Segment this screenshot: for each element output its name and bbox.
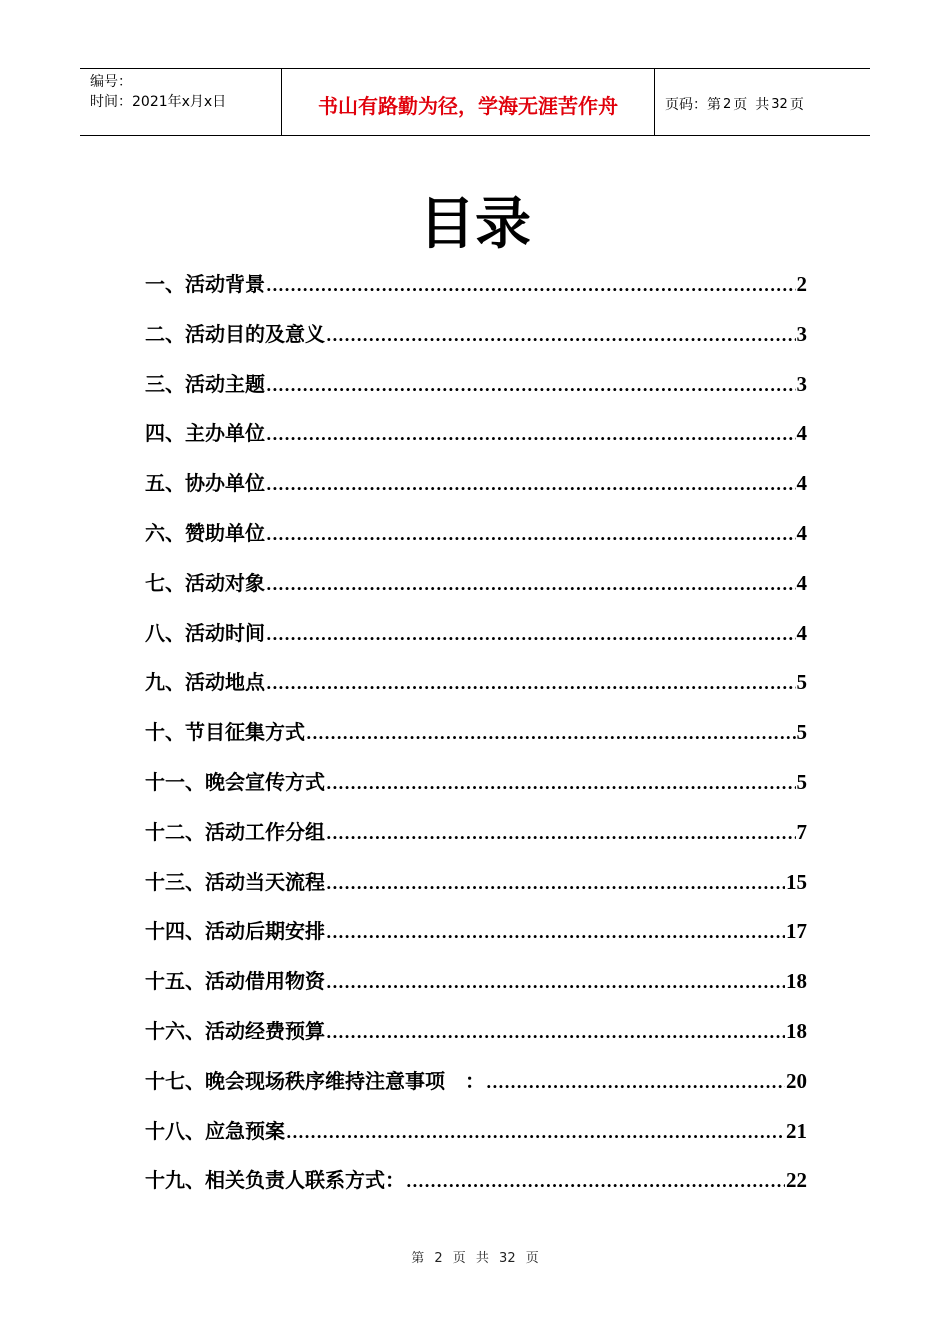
toc-entry-page: 3 [796, 321, 807, 346]
toc-leader-dots [266, 525, 796, 544]
header-meta [80, 69, 282, 135]
toc-entry-label: 十八、应急预案 [145, 1118, 285, 1143]
toc-entry[interactable] [145, 1115, 807, 1165]
page-total: 32 [771, 96, 788, 112]
toc-entry-page: 21 [786, 1118, 807, 1143]
page-label-prefix: 页码：第 [665, 97, 721, 113]
toc-leader-dots [266, 575, 796, 594]
toc-entry-page: 22 [786, 1168, 807, 1193]
page-label-mid: 页 [733, 97, 748, 113]
table-of-contents [145, 268, 807, 1214]
toc-entry[interactable] [145, 1015, 807, 1065]
toc-entry-label: 五、协办单位 [145, 471, 265, 496]
toc-entry[interactable] [145, 1065, 807, 1115]
toc-entry-page: 2 [796, 272, 807, 296]
toc-entry-page: 4 [796, 421, 807, 446]
toc-entry-label: 十三、活动当天流程 [145, 869, 325, 894]
toc-leader-dots [326, 326, 796, 345]
toc-entry-page: 20 [786, 1068, 807, 1093]
toc-entry[interactable] [145, 1164, 807, 1214]
document-date: 时间：2021年x月x日 [90, 94, 227, 110]
toc-entry-label: 八、活动时间 [145, 620, 265, 645]
toc-entry-page: 4 [796, 570, 807, 595]
toc-leader-dots [326, 774, 796, 793]
toc-entry-label: 十二、活动工作分组 [145, 819, 325, 844]
toc-entry-label: 七、活动对象 [145, 570, 265, 595]
toc-leader-dots [326, 824, 796, 843]
toc-entry-label: 十六、活动经费预算 [145, 1018, 325, 1043]
toc-entry-label: 二、活动目的及意义 [145, 321, 325, 346]
page-header [80, 68, 870, 136]
toc-entry[interactable] [145, 666, 807, 716]
toc-entry[interactable] [145, 368, 807, 418]
toc-entry-label: 十、节目征集方式 [145, 720, 305, 745]
toc-leader-dots [326, 973, 785, 992]
toc-leader-dots [486, 1073, 785, 1092]
toc-entry[interactable] [145, 567, 807, 617]
toc-entry-label: 六、赞助单位 [145, 520, 265, 545]
page-current: 2 [723, 96, 732, 112]
toc-entry[interactable] [145, 766, 807, 816]
toc-entry[interactable] [145, 965, 807, 1015]
toc-leader-dots [266, 276, 796, 295]
toc-entry-page: 15 [786, 869, 807, 894]
toc-entry[interactable] [145, 268, 807, 318]
toc-entry[interactable] [145, 716, 807, 766]
toc-entry-page: 4 [796, 471, 807, 496]
toc-leader-dots [266, 425, 796, 444]
toc-entry-page: 3 [796, 371, 807, 396]
toc-entry-page: 7 [796, 819, 807, 844]
toc-entry-page: 18 [786, 969, 807, 994]
toc-entry-page: 5 [796, 670, 807, 695]
toc-entry-label: 九、活动地点 [145, 670, 265, 695]
header-page-info [655, 69, 870, 135]
toc-leader-dots [326, 1023, 785, 1042]
page-total-prefix: 共 [755, 97, 770, 113]
toc-entry[interactable] [145, 816, 807, 866]
toc-entry-page: 4 [796, 520, 807, 545]
page-title: 目录 [419, 192, 531, 257]
toc-entry-label: 十一、晚会宣传方式 [145, 769, 325, 794]
toc-entry-label: 一、活动背景 [145, 272, 265, 296]
toc-leader-dots [266, 475, 796, 494]
toc-leader-dots [326, 874, 785, 893]
toc-leader-dots [406, 1172, 785, 1191]
toc-entry-label: 十五、活动借用物资 [145, 969, 325, 994]
document-number-label: 编号： [90, 74, 132, 90]
toc-entry-label: 十四、活动后期安排 [145, 919, 325, 944]
header-motto: 书山有路勤为径，学海无涯苦作舟 [282, 69, 655, 135]
toc-leader-dots [306, 724, 796, 743]
toc-leader-dots [286, 1123, 785, 1142]
toc-entry-page: 4 [796, 620, 807, 645]
toc-entry-label: 十七、晚会现场秩序维持注意事项 ： [145, 1068, 485, 1093]
toc-entry[interactable] [145, 866, 807, 916]
toc-entry-label: 三、活动主题 [145, 371, 265, 396]
toc-entry-label: 四、主办单位 [145, 421, 265, 446]
toc-entry[interactable] [145, 915, 807, 965]
toc-entry[interactable] [145, 467, 807, 517]
toc-entry-page: 5 [796, 769, 807, 794]
toc-entry-page: 5 [796, 720, 807, 745]
toc-leader-dots [266, 376, 796, 395]
toc-leader-dots [266, 625, 796, 644]
toc-entry[interactable] [145, 517, 807, 567]
page-total-suffix: 页 [789, 97, 804, 113]
toc-entry[interactable] [145, 617, 807, 667]
toc-entry-label: 十九、相关负责人联系方式： [145, 1168, 405, 1193]
toc-entry-page: 17 [786, 919, 807, 944]
page-footer: 第 2 页 共 32 页 [411, 1251, 539, 1266]
toc-entry[interactable] [145, 318, 807, 368]
toc-entry[interactable] [145, 417, 807, 467]
toc-leader-dots [326, 923, 785, 942]
toc-entry-page: 18 [786, 1018, 807, 1043]
toc-leader-dots [266, 674, 796, 693]
